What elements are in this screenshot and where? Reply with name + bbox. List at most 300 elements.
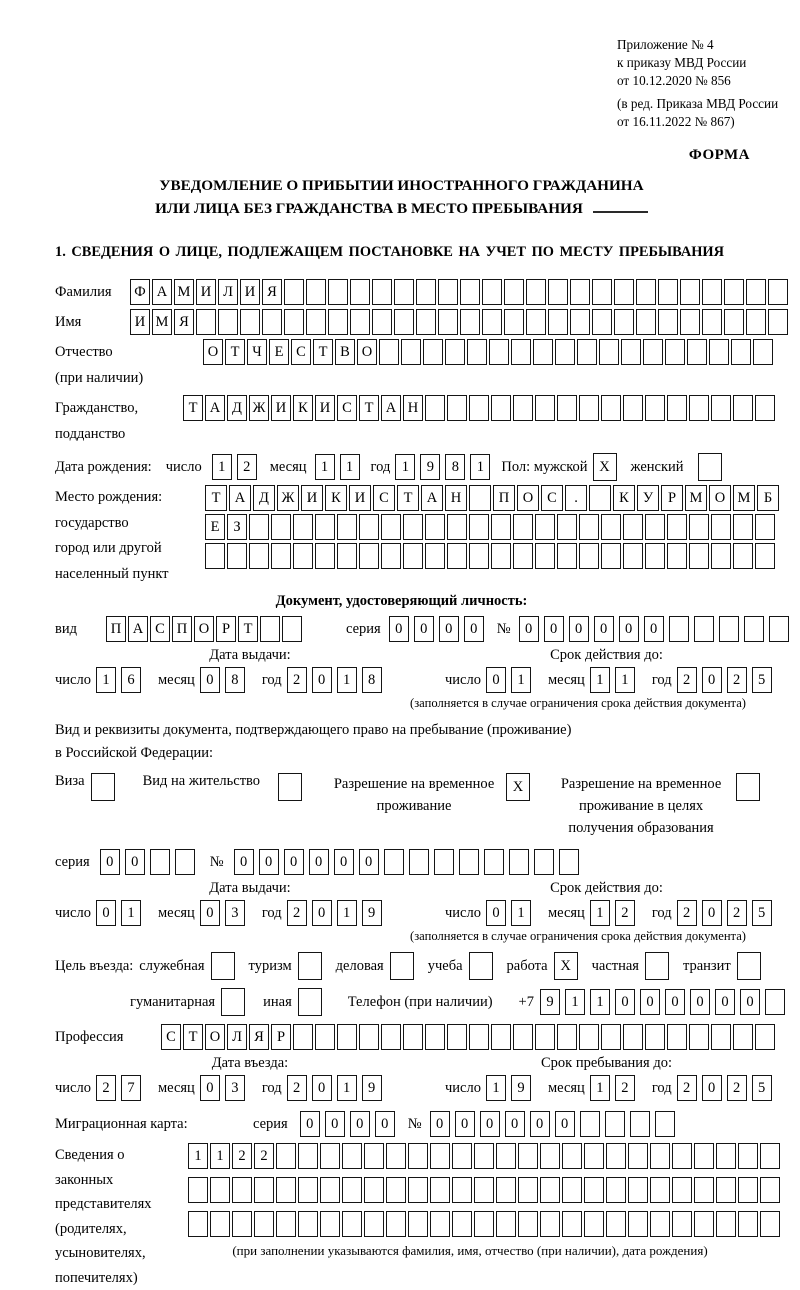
firstname-cell[interactable]	[658, 309, 678, 335]
birthplace-cell[interactable]	[337, 543, 357, 569]
legal-reps-cell[interactable]	[386, 1177, 406, 1203]
issue-day-cell[interactable]: 6	[121, 667, 141, 693]
doc-kind-cell[interactable]: О	[194, 616, 214, 642]
patronymic-cell[interactable]	[401, 339, 421, 365]
residence-number-cell[interactable]: 0	[284, 849, 304, 875]
patronymic-cell[interactable]	[709, 339, 729, 365]
doc-kind-cell[interactable]: С	[150, 616, 170, 642]
legal-reps-cell[interactable]	[232, 1211, 252, 1237]
surname-cell[interactable]	[372, 279, 392, 305]
firstname-cell[interactable]	[372, 309, 392, 335]
doc-number-cell[interactable]	[719, 616, 739, 642]
legal-reps-cell[interactable]	[452, 1143, 472, 1169]
birthplace-cell[interactable]	[293, 543, 313, 569]
legal-reps-cell[interactable]: 2	[232, 1143, 252, 1169]
birthplace-cell[interactable]: У	[637, 485, 659, 511]
citizenship-cell[interactable]	[469, 395, 489, 421]
residence-number-cell[interactable]	[534, 849, 554, 875]
sex-female-box[interactable]	[698, 453, 722, 481]
entry-day-cell[interactable]: 2	[96, 1075, 116, 1101]
stay-day-cell[interactable]: 1	[486, 1075, 506, 1101]
birthplace-cell[interactable]: Д	[253, 485, 275, 511]
birthplace-cell[interactable]: И	[349, 485, 371, 511]
birthplace-cell[interactable]	[645, 543, 665, 569]
birthplace-cell[interactable]: Е	[205, 514, 225, 540]
profession-cell[interactable]: Т	[183, 1024, 203, 1050]
legal-reps-cell[interactable]	[760, 1211, 780, 1237]
birthplace-cell[interactable]: О	[709, 485, 731, 511]
citizenship-cell[interactable]	[755, 395, 775, 421]
valid-year-cell[interactable]: 0	[702, 900, 722, 926]
legal-reps-cell[interactable]	[320, 1211, 340, 1237]
surname-cell[interactable]	[658, 279, 678, 305]
valid-year-cell[interactable]: 2	[727, 900, 747, 926]
legal-reps-cell[interactable]: 1	[188, 1143, 208, 1169]
birthplace-cell[interactable]	[425, 543, 445, 569]
profession-cell[interactable]	[711, 1024, 731, 1050]
birthplace-cell[interactable]	[447, 514, 467, 540]
birth-day-cell[interactable]: 1	[212, 454, 232, 480]
patronymic-cell[interactable]	[731, 339, 751, 365]
doc-number-cell[interactable]	[669, 616, 689, 642]
legal-reps-cell[interactable]	[364, 1211, 384, 1237]
migration-number-cell[interactable]	[630, 1111, 650, 1137]
birth-month-cell[interactable]: 1	[340, 454, 360, 480]
valid-year-cell[interactable]: 5	[752, 667, 772, 693]
doc-number-cell[interactable]: 0	[544, 616, 564, 642]
birthplace-cell[interactable]	[535, 543, 555, 569]
valid-year-cell[interactable]: 5	[752, 900, 772, 926]
birthplace-cell[interactable]: П	[493, 485, 515, 511]
phone-cell[interactable]: 0	[615, 989, 635, 1015]
firstname-cell[interactable]	[614, 309, 634, 335]
legal-reps-cell[interactable]	[474, 1211, 494, 1237]
profession-cell[interactable]	[447, 1024, 467, 1050]
doc-series-cell[interactable]: 0	[439, 616, 459, 642]
firstname-cell[interactable]: М	[152, 309, 172, 335]
legal-reps-cell[interactable]	[364, 1143, 384, 1169]
legal-reps-cell[interactable]	[430, 1211, 450, 1237]
birthplace-cell[interactable]	[491, 543, 511, 569]
birthplace-cell[interactable]	[689, 514, 709, 540]
birthplace-cell[interactable]	[579, 543, 599, 569]
birthplace-cell[interactable]	[271, 543, 291, 569]
profession-cell[interactable]	[733, 1024, 753, 1050]
residence-number-cell[interactable]: 0	[359, 849, 379, 875]
birthplace-cell[interactable]	[447, 543, 467, 569]
birthplace-cell[interactable]: Т	[205, 485, 227, 511]
birthplace-cell[interactable]	[689, 543, 709, 569]
legal-reps-cell[interactable]	[738, 1211, 758, 1237]
citizenship-cell[interactable]	[535, 395, 555, 421]
firstname-cell[interactable]	[526, 309, 546, 335]
birthplace-cell[interactable]	[425, 514, 445, 540]
profession-cell[interactable]	[315, 1024, 335, 1050]
legal-reps-cell[interactable]	[408, 1143, 428, 1169]
entry-month-cell[interactable]: 0	[200, 1075, 220, 1101]
citizenship-cell[interactable]: Т	[183, 395, 203, 421]
residence-number-cell[interactable]: 0	[334, 849, 354, 875]
surname-cell[interactable]	[570, 279, 590, 305]
purpose-box[interactable]	[469, 952, 493, 980]
surname-cell[interactable]	[680, 279, 700, 305]
issue-year-cell[interactable]: 0	[312, 667, 332, 693]
citizenship-cell[interactable]: Н	[403, 395, 423, 421]
profession-cell[interactable]	[381, 1024, 401, 1050]
firstname-cell[interactable]	[262, 309, 282, 335]
birthplace-cell[interactable]	[513, 514, 533, 540]
patronymic-cell[interactable]: Е	[269, 339, 289, 365]
firstname-cell[interactable]	[746, 309, 766, 335]
residence-number-cell[interactable]	[384, 849, 404, 875]
birthplace-cell[interactable]	[227, 543, 247, 569]
birthplace-cell[interactable]	[557, 514, 577, 540]
issue-month-cell[interactable]: 0	[200, 667, 220, 693]
doc-kind-cell[interactable]	[282, 616, 302, 642]
valid-month-cell[interactable]: 1	[590, 900, 610, 926]
firstname-cell[interactable]	[218, 309, 238, 335]
patronymic-cell[interactable]	[621, 339, 641, 365]
migration-number-cell[interactable]: 0	[505, 1111, 525, 1137]
migration-series-cell[interactable]: 0	[375, 1111, 395, 1137]
issue-year-cell[interactable]: 2	[287, 667, 307, 693]
surname-cell[interactable]: И	[240, 279, 260, 305]
birth-year-cell[interactable]: 8	[445, 454, 465, 480]
legal-reps-cell[interactable]	[298, 1177, 318, 1203]
citizenship-cell[interactable]	[711, 395, 731, 421]
issue-month-cell[interactable]: 8	[225, 667, 245, 693]
profession-cell[interactable]	[755, 1024, 775, 1050]
legal-reps-cell[interactable]	[760, 1177, 780, 1203]
birthplace-cell[interactable]	[601, 543, 621, 569]
surname-cell[interactable]	[592, 279, 612, 305]
surname-cell[interactable]	[460, 279, 480, 305]
temp-residence-box[interactable]: X	[506, 773, 530, 801]
citizenship-cell[interactable]: С	[337, 395, 357, 421]
birthplace-cell[interactable]	[711, 514, 731, 540]
citizenship-cell[interactable]: Ж	[249, 395, 269, 421]
migration-number-cell[interactable]	[580, 1111, 600, 1137]
residence-number-cell[interactable]	[484, 849, 504, 875]
profession-cell[interactable]	[623, 1024, 643, 1050]
valid-day-cell[interactable]: 0	[486, 900, 506, 926]
entry-month-cell[interactable]: 3	[225, 1075, 245, 1101]
citizenship-cell[interactable]	[733, 395, 753, 421]
migration-series-cell[interactable]: 0	[325, 1111, 345, 1137]
firstname-cell[interactable]	[284, 309, 304, 335]
citizenship-cell[interactable]	[491, 395, 511, 421]
birthplace-cell[interactable]	[601, 514, 621, 540]
valid-day-cell[interactable]: 0	[486, 667, 506, 693]
birthplace-cell[interactable]: С	[541, 485, 563, 511]
phone-cell[interactable]: 0	[715, 989, 735, 1015]
citizenship-cell[interactable]: А	[205, 395, 225, 421]
doc-number-cell[interactable]: 0	[619, 616, 639, 642]
patronymic-cell[interactable]: О	[357, 339, 377, 365]
patronymic-cell[interactable]: С	[291, 339, 311, 365]
sex-male-box[interactable]: X	[593, 453, 617, 481]
firstname-cell[interactable]	[328, 309, 348, 335]
birthplace-cell[interactable]: И	[301, 485, 323, 511]
residence-permit-box[interactable]	[278, 773, 302, 801]
valid-year-cell[interactable]: 2	[677, 900, 697, 926]
patronymic-cell[interactable]	[577, 339, 597, 365]
firstname-cell[interactable]	[394, 309, 414, 335]
birthplace-cell[interactable]	[535, 514, 555, 540]
birthplace-cell[interactable]	[755, 514, 775, 540]
surname-cell[interactable]	[284, 279, 304, 305]
legal-reps-cell[interactable]	[408, 1211, 428, 1237]
birthplace-cell[interactable]	[403, 514, 423, 540]
birthplace-cell[interactable]	[711, 543, 731, 569]
birthplace-cell[interactable]	[733, 514, 753, 540]
legal-reps-cell[interactable]	[232, 1177, 252, 1203]
surname-cell[interactable]	[526, 279, 546, 305]
profession-cell[interactable]	[557, 1024, 577, 1050]
legal-reps-cell[interactable]	[672, 1211, 692, 1237]
stay-year-cell[interactable]: 2	[677, 1075, 697, 1101]
firstname-cell[interactable]: И	[130, 309, 150, 335]
legal-reps-cell[interactable]	[562, 1177, 582, 1203]
legal-reps-cell[interactable]	[276, 1143, 296, 1169]
citizenship-cell[interactable]	[579, 395, 599, 421]
phone-cell[interactable]: 0	[640, 989, 660, 1015]
legal-reps-cell[interactable]	[386, 1211, 406, 1237]
stay-month-cell[interactable]: 1	[590, 1075, 610, 1101]
patronymic-cell[interactable]: О	[203, 339, 223, 365]
patronymic-cell[interactable]	[753, 339, 773, 365]
issue-year-cell[interactable]: 8	[362, 667, 382, 693]
citizenship-cell[interactable]: Т	[359, 395, 379, 421]
legal-reps-cell[interactable]	[254, 1177, 274, 1203]
phone-cell[interactable]: 0	[690, 989, 710, 1015]
residence-number-cell[interactable]: 0	[309, 849, 329, 875]
surname-cell[interactable]	[438, 279, 458, 305]
profession-cell[interactable]	[579, 1024, 599, 1050]
issue-day-cell[interactable]: 1	[121, 900, 141, 926]
residence-number-cell[interactable]	[434, 849, 454, 875]
legal-reps-cell[interactable]	[496, 1211, 516, 1237]
legal-reps-cell[interactable]	[694, 1211, 714, 1237]
birthplace-cell[interactable]	[381, 514, 401, 540]
residence-number-cell[interactable]: 0	[259, 849, 279, 875]
doc-kind-cell[interactable]: Т	[238, 616, 258, 642]
residence-series-cell[interactable]	[150, 849, 170, 875]
firstname-cell[interactable]	[350, 309, 370, 335]
legal-reps-cell[interactable]	[474, 1177, 494, 1203]
birthplace-cell[interactable]	[315, 543, 335, 569]
residence-number-cell[interactable]	[459, 849, 479, 875]
profession-cell[interactable]	[535, 1024, 555, 1050]
profession-cell[interactable]	[359, 1024, 379, 1050]
legal-reps-cell[interactable]: 2	[254, 1143, 274, 1169]
migration-number-cell[interactable]: 0	[530, 1111, 550, 1137]
legal-reps-cell[interactable]	[518, 1211, 538, 1237]
legal-reps-cell[interactable]	[606, 1211, 626, 1237]
birthplace-cell[interactable]: З	[227, 514, 247, 540]
legal-reps-cell[interactable]	[716, 1211, 736, 1237]
profession-cell[interactable]: Р	[271, 1024, 291, 1050]
patronymic-cell[interactable]: Т	[225, 339, 245, 365]
legal-reps-cell[interactable]	[562, 1143, 582, 1169]
phone-cell[interactable]: 0	[740, 989, 760, 1015]
firstname-cell[interactable]	[548, 309, 568, 335]
surname-cell[interactable]	[724, 279, 744, 305]
profession-cell[interactable]	[293, 1024, 313, 1050]
doc-number-cell[interactable]: 0	[569, 616, 589, 642]
residence-number-cell[interactable]	[559, 849, 579, 875]
doc-kind-cell[interactable]: П	[106, 616, 126, 642]
purpose-box[interactable]	[221, 988, 245, 1016]
citizenship-cell[interactable]	[601, 395, 621, 421]
citizenship-cell[interactable]	[557, 395, 577, 421]
surname-cell[interactable]	[504, 279, 524, 305]
valid-day-cell[interactable]: 1	[511, 667, 531, 693]
surname-cell[interactable]: Я	[262, 279, 282, 305]
legal-reps-cell[interactable]	[738, 1177, 758, 1203]
surname-cell[interactable]	[548, 279, 568, 305]
migration-number-cell[interactable]: 0	[455, 1111, 475, 1137]
birthplace-cell[interactable]	[645, 514, 665, 540]
patronymic-cell[interactable]	[467, 339, 487, 365]
doc-number-cell[interactable]	[744, 616, 764, 642]
surname-cell[interactable]: И	[196, 279, 216, 305]
surname-cell[interactable]: М	[174, 279, 194, 305]
migration-number-cell[interactable]	[655, 1111, 675, 1137]
firstname-cell[interactable]	[460, 309, 480, 335]
profession-cell[interactable]: О	[205, 1024, 225, 1050]
issue-year-cell[interactable]: 2	[287, 900, 307, 926]
firstname-cell[interactable]	[592, 309, 612, 335]
legal-reps-cell[interactable]	[474, 1143, 494, 1169]
legal-reps-cell[interactable]	[210, 1177, 230, 1203]
doc-series-cell[interactable]: 0	[389, 616, 409, 642]
visa-box[interactable]	[91, 773, 115, 801]
phone-cell[interactable]: 9	[540, 989, 560, 1015]
firstname-cell[interactable]	[196, 309, 216, 335]
citizenship-cell[interactable]: И	[271, 395, 291, 421]
birthplace-cell[interactable]	[755, 543, 775, 569]
valid-year-cell[interactable]: 2	[727, 667, 747, 693]
phone-cell[interactable]	[765, 989, 785, 1015]
citizenship-cell[interactable]	[667, 395, 687, 421]
birthplace-cell[interactable]: К	[613, 485, 635, 511]
firstname-cell[interactable]	[438, 309, 458, 335]
citizenship-cell[interactable]	[623, 395, 643, 421]
legal-reps-cell[interactable]	[298, 1143, 318, 1169]
birthplace-cell[interactable]: М	[733, 485, 755, 511]
surname-cell[interactable]	[746, 279, 766, 305]
issue-month-cell[interactable]: 0	[200, 900, 220, 926]
residence-series-cell[interactable]: 0	[100, 849, 120, 875]
legal-reps-cell[interactable]	[716, 1177, 736, 1203]
valid-day-cell[interactable]: 1	[511, 900, 531, 926]
legal-reps-cell[interactable]	[518, 1143, 538, 1169]
birth-year-cell[interactable]: 1	[470, 454, 490, 480]
legal-reps-cell[interactable]	[452, 1211, 472, 1237]
legal-reps-cell[interactable]	[342, 1211, 362, 1237]
stay-month-cell[interactable]: 2	[615, 1075, 635, 1101]
purpose-box[interactable]	[645, 952, 669, 980]
profession-cell[interactable]	[491, 1024, 511, 1050]
patronymic-cell[interactable]	[489, 339, 509, 365]
legal-reps-cell[interactable]	[562, 1211, 582, 1237]
issue-day-cell[interactable]: 1	[96, 667, 116, 693]
birthplace-cell[interactable]: Н	[445, 485, 467, 511]
birthplace-cell[interactable]: К	[325, 485, 347, 511]
residence-series-cell[interactable]	[175, 849, 195, 875]
legal-reps-cell[interactable]	[452, 1177, 472, 1203]
birth-day-cell[interactable]: 2	[237, 454, 257, 480]
doc-kind-cell[interactable]: А	[128, 616, 148, 642]
surname-cell[interactable]	[328, 279, 348, 305]
doc-number-cell[interactable]	[694, 616, 714, 642]
purpose-box[interactable]	[390, 952, 414, 980]
legal-reps-cell[interactable]	[584, 1143, 604, 1169]
birthplace-cell[interactable]	[249, 514, 269, 540]
surname-cell[interactable]	[416, 279, 436, 305]
doc-series-cell[interactable]: 0	[464, 616, 484, 642]
birthplace-cell[interactable]: Ж	[277, 485, 299, 511]
doc-number-cell[interactable]: 0	[519, 616, 539, 642]
entry-year-cell[interactable]: 0	[312, 1075, 332, 1101]
profession-cell[interactable]	[425, 1024, 445, 1050]
migration-series-cell[interactable]: 0	[350, 1111, 370, 1137]
purpose-box[interactable]	[298, 988, 322, 1016]
patronymic-cell[interactable]	[423, 339, 443, 365]
legal-reps-cell[interactable]	[342, 1177, 362, 1203]
citizenship-cell[interactable]: К	[293, 395, 313, 421]
residence-number-cell[interactable]: 0	[234, 849, 254, 875]
profession-cell[interactable]: С	[161, 1024, 181, 1050]
migration-series-cell[interactable]: 0	[300, 1111, 320, 1137]
issue-year-cell[interactable]: 0	[312, 900, 332, 926]
legal-reps-cell[interactable]	[320, 1177, 340, 1203]
birthplace-cell[interactable]: .	[565, 485, 587, 511]
valid-month-cell[interactable]: 1	[615, 667, 635, 693]
firstname-cell[interactable]	[768, 309, 788, 335]
legal-reps-cell[interactable]	[628, 1177, 648, 1203]
legal-reps-cell[interactable]	[518, 1177, 538, 1203]
birthplace-cell[interactable]	[469, 514, 489, 540]
birthplace-cell[interactable]	[513, 543, 533, 569]
birthplace-cell[interactable]	[359, 514, 379, 540]
birth-month-cell[interactable]: 1	[315, 454, 335, 480]
temp-residence-edu-box[interactable]	[736, 773, 760, 801]
entry-day-cell[interactable]: 7	[121, 1075, 141, 1101]
legal-reps-cell[interactable]	[188, 1211, 208, 1237]
birthplace-cell[interactable]: Т	[397, 485, 419, 511]
birth-year-cell[interactable]: 1	[395, 454, 415, 480]
birthplace-cell[interactable]: Р	[661, 485, 683, 511]
legal-reps-cell[interactable]	[716, 1143, 736, 1169]
birthplace-cell[interactable]	[315, 514, 335, 540]
birthplace-cell[interactable]	[293, 514, 313, 540]
surname-cell[interactable]: Ф	[130, 279, 150, 305]
stay-year-cell[interactable]: 0	[702, 1075, 722, 1101]
doc-kind-cell[interactable]	[260, 616, 280, 642]
firstname-cell[interactable]	[702, 309, 722, 335]
citizenship-cell[interactable]: А	[381, 395, 401, 421]
firstname-cell[interactable]	[724, 309, 744, 335]
legal-reps-cell[interactable]	[320, 1143, 340, 1169]
legal-reps-cell[interactable]	[672, 1177, 692, 1203]
legal-reps-cell[interactable]	[694, 1143, 714, 1169]
legal-reps-cell[interactable]	[650, 1211, 670, 1237]
profession-cell[interactable]	[689, 1024, 709, 1050]
legal-reps-cell[interactable]	[760, 1143, 780, 1169]
patronymic-cell[interactable]	[687, 339, 707, 365]
